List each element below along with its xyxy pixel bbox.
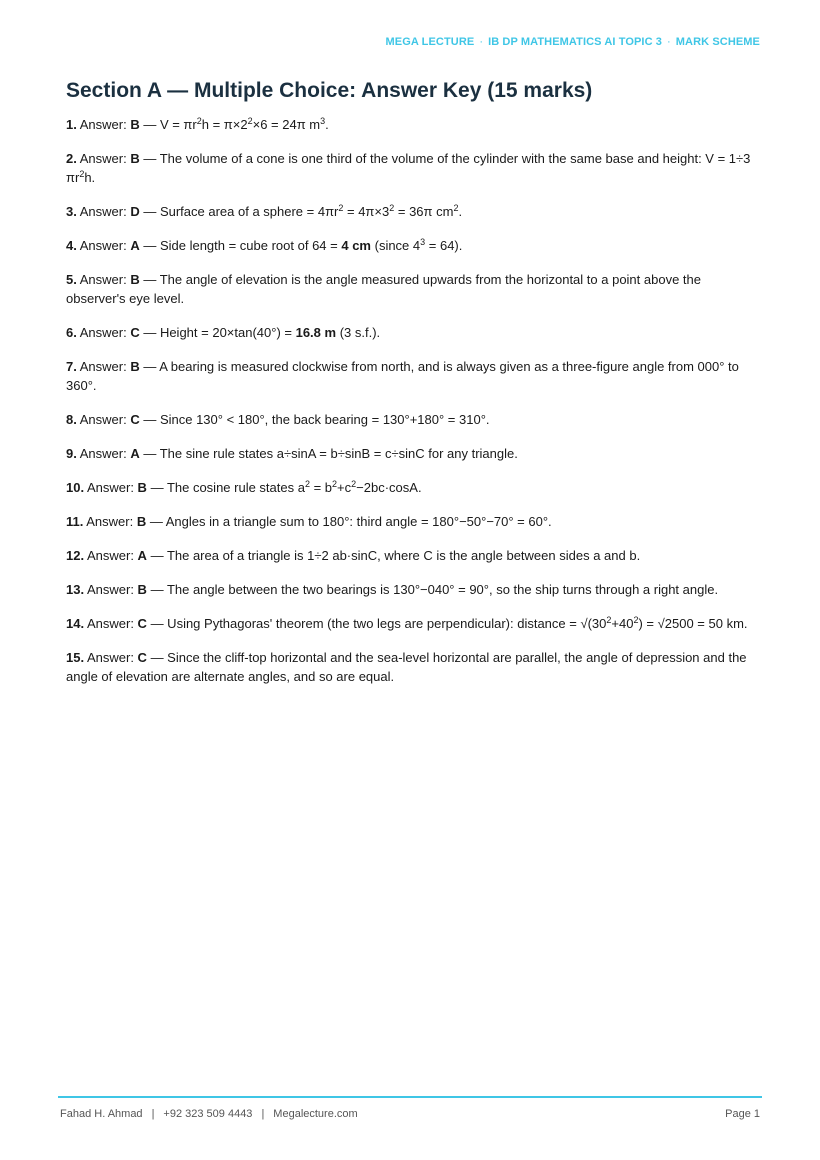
answer-number: 12. <box>66 548 85 563</box>
answer-item: 7. Answer: B — A bearing is measured clockwise from north, and is always given as a three-figure angle from 000° to 360°. <box>66 359 739 393</box>
answer-number: 1. <box>66 117 77 132</box>
answer-number: 13. <box>66 582 85 597</box>
answer-item: 4. Answer: A — Side length = cube root of 64 = 4 cm (since $4^3 = 64$). <box>66 237 463 253</box>
answer-item: 6. Answer: C — Height = 20×tan(40°) = 16.8 m (3 s.f.). <box>66 325 381 340</box>
answer-explanation: — Since 130° < 180°, the back bearing = 130°+180° = 310°. <box>143 412 490 427</box>
answer-letter: B <box>130 117 140 132</box>
answer-item: 11. Answer: B — Angles in a triangle sum to 180°: third angle = 180°−50°−70° = 60°. <box>66 514 552 529</box>
answer-item: 8. Answer: C — Since 130° < 180°, the back bearing = 130°+180° = 310°. <box>66 412 490 427</box>
answer-letter: C <box>137 650 147 665</box>
answer-letter: A <box>130 446 140 461</box>
answer-item: 2. Answer: B — The volume of a cone is one third of the volume of the cylinder with the same base and height: V = 1÷3 $\pi r^2h$. <box>66 151 751 185</box>
answer-list <box>66 115 754 701</box>
answer-item: 1. Answer: B — $V = \pi r^2h = \pi\times 2^2\times 6 = 24\pi$ $m^3$. <box>66 116 329 132</box>
answer-letter: B <box>137 480 147 495</box>
answer-item: 14. Answer: C — Using Pythagoras' theorem (the two legs are perpendicular): distance = $√(30^2+40^2) = √2500 = 50$ km. <box>66 615 748 631</box>
answer-number: 11. <box>66 514 84 529</box>
answer-explanation: — Side length = cube root of 64 = 4 cm (since $4^3 = 64$). <box>143 237 463 253</box>
answer-explanation: — Using Pythagoras' theorem (the two legs are perpendicular): distance = $√(30^2+40^2) = √2500 = 50$ km. <box>150 615 748 631</box>
answer-item: 5. Answer: B — The angle of elevation is the angle measured upwards from the horizontal to a point above the observer's eye level. <box>66 272 701 306</box>
answer-number: 7. <box>66 359 77 374</box>
key-result: 16.8 m <box>295 325 337 340</box>
footer-author: Fahad H. Ahmad <box>60 1108 143 1120</box>
answer-number: 15. <box>66 650 85 665</box>
answer-explanation: — The area of a triangle is 1÷2 ab·sinC, where C is the angle between sides a and b. <box>150 548 641 563</box>
answer-number: 10. <box>66 480 85 495</box>
answer-letter: B <box>136 514 147 529</box>
page-title: Section A — Multiple Choice: Answer Key (15 marks) <box>66 79 593 102</box>
answer-letter: B <box>130 272 140 287</box>
answer-explanation: — The cosine rule states $a^2 = b^2+c^2-2bc\cdot\cos A$. <box>150 479 422 495</box>
answer-number: 3. <box>66 204 77 219</box>
answer-letter: C <box>137 616 147 631</box>
answer-number: 2. <box>66 151 77 166</box>
key-result: 4 cm <box>341 238 371 253</box>
footer-separator: | <box>151 1108 155 1120</box>
answer-item: 3. Answer: D — Surface area of a sphere = $4\pi r^2 = 4\pi\times 3^2 = 36\pi$ $cm^2$. <box>66 203 463 219</box>
answer-number: 8. <box>66 412 77 427</box>
header-separator: · <box>667 36 671 48</box>
answer-explanation: — The sine rule states a÷sinA = b÷sinB = c÷sinC for any triangle. <box>143 446 518 461</box>
answer-item: 13. Answer: B — The angle between the two bearings is 130°−040° = 90°, so the ship turns through a right angle. <box>66 582 719 597</box>
answer-number: 6. <box>66 325 77 340</box>
header-brand: MEGA LECTURE <box>385 36 475 48</box>
answer-explanation: — Angles in a triangle sum to 180°: third angle = 180°−50°−70° = 60°. <box>149 514 552 529</box>
answer-item: 9. Answer: A — The sine rule states a÷sinA = b÷sinB = c÷sinC for any triangle. <box>66 446 518 461</box>
footer-divider <box>58 1096 762 1098</box>
answer-explanation: — The angle between the two bearings is 130°−040° = 90°, so the ship turns through a right angle. <box>150 582 719 597</box>
footer-phone: +92 323 509 4443 <box>163 1108 253 1120</box>
header-course: IB DP MATHEMATICS AI TOPIC 3 <box>488 36 663 48</box>
answer-number: 5. <box>66 272 77 287</box>
answer-letter: C <box>130 412 140 427</box>
page-header <box>386 36 760 48</box>
answer-letter: A <box>137 548 147 563</box>
header-doc-type: MARK SCHEME <box>675 36 760 48</box>
answer-letter: B <box>130 151 140 166</box>
page-number: Page 1 <box>725 1108 760 1120</box>
page-footer <box>60 1108 760 1120</box>
answer-number: 9. <box>66 446 77 461</box>
answer-explanation: — Since the cliff-top horizontal and the sea-level horizontal are parallel, the angle of depression and the angle of elevation are alternate angles, and so are equal. <box>66 650 747 684</box>
header-separator: · <box>479 36 484 48</box>
answer-number: 4. <box>66 238 77 253</box>
answer-explanation: — Surface area of a sphere = $4\pi r^2 = 4\pi\times 3^2 = 36\pi$ $cm^2$. <box>143 203 463 219</box>
footer-website: Megalecture.com <box>273 1108 358 1120</box>
answer-explanation: — $V = \pi r^2h = \pi\times 2^2\times 6 = 24\pi$ $m^3$. <box>143 116 329 132</box>
answer-letter: A <box>130 238 140 253</box>
answer-explanation: — A bearing is measured clockwise from north, and is always given as a three-figure angle from 000° to 360°. <box>66 359 739 393</box>
answer-letter: B <box>130 359 140 374</box>
answer-explanation: — The angle of elevation is the angle measured upwards from the horizontal to a point above the observer's eye level. <box>66 272 701 306</box>
answer-letter: D <box>130 204 140 219</box>
answer-letter: B <box>137 582 147 597</box>
answer-explanation: — Height = 20×tan(40°) = 16.8 m (3 s.f.). <box>143 325 381 340</box>
answer-item: 15. Answer: C — Since the cliff-top horizontal and the sea-level horizontal are parallel, the angle of depression and the angle of elevation are alternate angles, and so are equal. <box>66 650 747 684</box>
answer-item: 10. Answer: B — The cosine rule states $a^2 = b^2+c^2-2bc\cdot\cos A$. <box>66 479 422 495</box>
answer-item: 12. Answer: A — The area of a triangle is 1÷2 ab·sinC, where C is the angle between sides a and b. <box>66 548 641 563</box>
answer-number: 14. <box>66 616 85 631</box>
footer-separator: | <box>261 1108 265 1120</box>
answer-explanation: — The volume of a cone is one third of the volume of the cylinder with the same base and height: V = 1÷3 $\pi r^2h$. <box>66 151 751 185</box>
answer-letter: C <box>130 325 140 340</box>
